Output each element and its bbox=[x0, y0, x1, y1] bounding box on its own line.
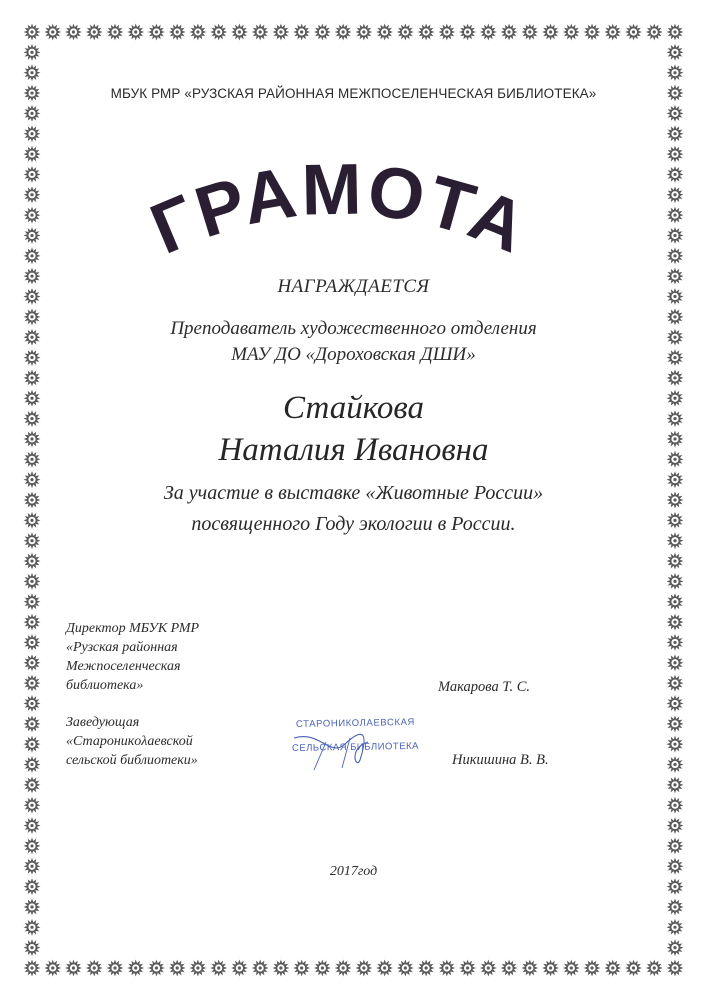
border-ornament bbox=[314, 960, 331, 977]
border-ornament bbox=[459, 24, 476, 41]
border-ornament bbox=[625, 960, 642, 977]
border-ornament bbox=[667, 573, 684, 590]
border-ornament bbox=[667, 105, 684, 122]
border-ornament bbox=[625, 24, 642, 41]
border-ornament bbox=[24, 227, 41, 244]
recipient-position bbox=[0, 316, 707, 368]
border-ornament bbox=[24, 878, 41, 895]
border-ornament bbox=[65, 24, 82, 41]
stamp-line-2: СЕЛЬСКАЯ БИБЛИОТЕКА bbox=[291, 740, 419, 755]
border-ornament bbox=[24, 776, 41, 793]
border-ornament bbox=[646, 24, 663, 41]
border-ornament bbox=[189, 960, 206, 977]
border-ornament bbox=[335, 960, 352, 977]
border-ornament bbox=[667, 634, 684, 651]
border-ornament bbox=[667, 776, 684, 793]
border-ornament bbox=[44, 960, 61, 977]
border-ornament bbox=[24, 614, 41, 631]
border-ornament bbox=[667, 695, 684, 712]
border-ornament bbox=[24, 736, 41, 753]
border-ornament bbox=[604, 960, 621, 977]
border-ornament bbox=[24, 553, 41, 570]
border-ornament bbox=[24, 715, 41, 732]
border-ornament bbox=[667, 939, 684, 956]
border-ornament bbox=[501, 24, 518, 41]
director-role bbox=[66, 619, 199, 695]
recipient-name: Наталия Ивановна bbox=[218, 432, 489, 468]
border-ornament bbox=[106, 24, 123, 41]
border-ornament bbox=[24, 695, 41, 712]
border-ornament bbox=[314, 24, 331, 41]
awarded-label: НАГРАЖДАЕТСЯ bbox=[277, 276, 430, 297]
border-ornament bbox=[667, 736, 684, 753]
border-ornament bbox=[210, 960, 227, 977]
border-ornament bbox=[24, 634, 41, 651]
border-ornament bbox=[24, 125, 41, 142]
border-ornament bbox=[24, 207, 41, 224]
border-ornament bbox=[418, 960, 435, 977]
border-ornament bbox=[418, 24, 435, 41]
border-ornament bbox=[667, 614, 684, 631]
border-ornament bbox=[563, 24, 580, 41]
border-ornament bbox=[667, 247, 684, 264]
border-ornament bbox=[667, 24, 684, 41]
border-ornament bbox=[438, 960, 455, 977]
border-ornament bbox=[24, 675, 41, 692]
certificate-year: 2017год bbox=[329, 864, 378, 879]
border-ornament bbox=[667, 553, 684, 570]
recipient-surname: Стайкова bbox=[283, 390, 424, 426]
border-ornament bbox=[376, 960, 393, 977]
border-ornament bbox=[521, 24, 538, 41]
border-ornament bbox=[86, 24, 103, 41]
border-ornament bbox=[667, 797, 684, 814]
border-ornament bbox=[521, 960, 538, 977]
border-ornament bbox=[335, 24, 352, 41]
director-name: Макарова Т. С. bbox=[438, 679, 531, 695]
border-ornament bbox=[293, 24, 310, 41]
reason-line-2: посвященного Году экологии в России. bbox=[191, 513, 516, 535]
border-ornament bbox=[397, 960, 414, 977]
border-ornament bbox=[24, 837, 41, 854]
border-ornament bbox=[231, 960, 248, 977]
border-ornament bbox=[397, 24, 414, 41]
border-ornament bbox=[646, 960, 663, 977]
svg-text:ГРАМОТА bbox=[140, 150, 540, 270]
border-ornament bbox=[667, 837, 684, 854]
border-ornament bbox=[24, 817, 41, 834]
border-ornament bbox=[24, 960, 41, 977]
border-ornament bbox=[148, 24, 165, 41]
border-ornament bbox=[272, 24, 289, 41]
border-ornament bbox=[106, 960, 123, 977]
border-ornament bbox=[480, 24, 497, 41]
border-ornament bbox=[667, 44, 684, 61]
organization-header: МБУК РМР «РУЗСКАЯ РАЙОННАЯ МЕЖПОСЕЛЕНЧЕСКАЯ БИБЛИОТЕКА» bbox=[110, 86, 597, 101]
border-ornament bbox=[667, 878, 684, 895]
border-ornament bbox=[169, 24, 186, 41]
border-ornament bbox=[24, 898, 41, 915]
border-ornament bbox=[667, 186, 684, 203]
border-ornament bbox=[86, 960, 103, 977]
certificate-title-text: ГРАМОТА bbox=[139, 150, 540, 270]
border-ornament bbox=[24, 146, 41, 163]
border-ornament bbox=[667, 675, 684, 692]
border-ornament bbox=[252, 960, 269, 977]
border-ornament bbox=[293, 960, 310, 977]
border-ornament bbox=[24, 64, 41, 81]
director-role-line: библиотека» bbox=[66, 678, 144, 693]
border-ornament bbox=[667, 593, 684, 610]
certificate-title bbox=[120, 150, 560, 290]
head-name: Никишина В. В. bbox=[452, 752, 549, 768]
border-ornament bbox=[584, 24, 601, 41]
border-ornament bbox=[667, 146, 684, 163]
border-ornament bbox=[24, 939, 41, 956]
border-ornament bbox=[667, 654, 684, 671]
border-ornament bbox=[355, 24, 372, 41]
border-ornament bbox=[355, 960, 372, 977]
border-ornament bbox=[148, 960, 165, 977]
award-reason bbox=[0, 478, 707, 540]
border-ornament bbox=[459, 960, 476, 977]
head-role-line: Заведующая bbox=[66, 715, 140, 730]
border-ornament bbox=[24, 756, 41, 773]
border-ornament bbox=[231, 24, 248, 41]
border-ornament bbox=[210, 24, 227, 41]
border-ornament bbox=[667, 817, 684, 834]
border-ornament bbox=[65, 960, 82, 977]
border-ornament bbox=[24, 105, 41, 122]
director-role-line: Межпоселенческая bbox=[66, 659, 181, 674]
border-ornament bbox=[480, 960, 497, 977]
border-ornament bbox=[24, 919, 41, 936]
border-ornament bbox=[667, 64, 684, 81]
border-ornament bbox=[438, 24, 455, 41]
border-ornament bbox=[667, 715, 684, 732]
border-ornament bbox=[542, 24, 559, 41]
border-ornament bbox=[24, 166, 41, 183]
border-ornament bbox=[24, 247, 41, 264]
position-line-2: МАУ ДО «Дороховская ДШИ» bbox=[231, 344, 476, 365]
border-ornament bbox=[667, 898, 684, 915]
border-ornament bbox=[501, 960, 518, 977]
border-ornament bbox=[24, 797, 41, 814]
head-role bbox=[66, 713, 198, 770]
border-ornament bbox=[24, 654, 41, 671]
border-ornament bbox=[584, 960, 601, 977]
border-ornament bbox=[667, 756, 684, 773]
position-line-1: Преподаватель художественного отделения bbox=[170, 318, 537, 339]
border-ornament bbox=[24, 24, 41, 41]
head-role-line: сельской библиотеки» bbox=[66, 753, 198, 768]
director-role-line: «Рузская районная bbox=[66, 640, 178, 655]
border-ornament bbox=[376, 24, 393, 41]
border-ornament bbox=[189, 24, 206, 41]
border-ornament bbox=[24, 186, 41, 203]
border-ornament bbox=[604, 24, 621, 41]
border-ornament bbox=[169, 960, 186, 977]
border-ornament bbox=[542, 960, 559, 977]
border-ornament bbox=[24, 593, 41, 610]
border-ornament bbox=[272, 960, 289, 977]
border-ornament bbox=[667, 960, 684, 977]
border-ornament bbox=[667, 207, 684, 224]
border-ornament bbox=[127, 960, 144, 977]
border-ornament bbox=[44, 24, 61, 41]
library-stamp bbox=[290, 708, 420, 778]
reason-line-1: За участие в выставке «Животные России» bbox=[163, 482, 544, 504]
border-ornament bbox=[667, 227, 684, 244]
border-ornament bbox=[667, 369, 684, 386]
border-ornament bbox=[667, 125, 684, 142]
border-ornament bbox=[667, 166, 684, 183]
border-ornament bbox=[24, 573, 41, 590]
border-ornament bbox=[667, 919, 684, 936]
border-ornament bbox=[563, 960, 580, 977]
border-ornament bbox=[252, 24, 269, 41]
stamp-line-1: СТАРОНИКОЛАЕВСКАЯ bbox=[295, 716, 416, 730]
border-ornament bbox=[24, 369, 41, 386]
border-ornament bbox=[127, 24, 144, 41]
border-ornament bbox=[24, 44, 41, 61]
director-role-line: Директор МБУК РМР bbox=[66, 621, 200, 636]
head-role-line: «Староникολаевской bbox=[66, 734, 193, 749]
